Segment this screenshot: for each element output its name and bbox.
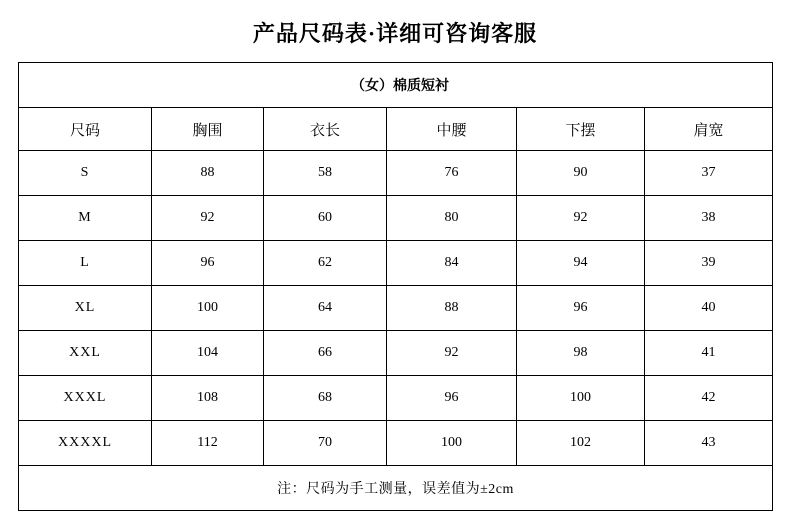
cell-waist: 76 bbox=[387, 151, 517, 196]
column-header-waist: 中腰 bbox=[387, 108, 517, 151]
cell-waist: 92 bbox=[387, 331, 517, 376]
page-title: 产品尺码表·详细可咨询客服 bbox=[252, 21, 538, 46]
cell-size: XL bbox=[19, 286, 152, 331]
cell-size: L bbox=[19, 241, 152, 286]
cell-shoulder: 42 bbox=[645, 376, 773, 421]
cell-waist: 88 bbox=[387, 286, 517, 331]
cell-shoulder: 43 bbox=[645, 421, 773, 466]
table-row bbox=[19, 376, 773, 421]
cell-length: 68 bbox=[264, 376, 387, 421]
cell-size: S bbox=[19, 151, 152, 196]
cell-waist: 100 bbox=[387, 421, 517, 466]
size-table bbox=[18, 62, 773, 511]
table-row bbox=[19, 151, 773, 196]
cell-size: XXL bbox=[19, 331, 152, 376]
cell-bust: 100 bbox=[152, 286, 264, 331]
measurement-note: 注：尺码为手工测量，误差值为±2cm bbox=[19, 466, 773, 511]
cell-length: 60 bbox=[264, 196, 387, 241]
column-header-length: 衣长 bbox=[264, 108, 387, 151]
cell-bust: 112 bbox=[152, 421, 264, 466]
cell-shoulder: 39 bbox=[645, 241, 773, 286]
cell-bust: 96 bbox=[152, 241, 264, 286]
column-header-shoulder: 肩宽 bbox=[645, 108, 773, 151]
cell-waist: 96 bbox=[387, 376, 517, 421]
cell-bust: 92 bbox=[152, 196, 264, 241]
cell-hem: 94 bbox=[517, 241, 645, 286]
column-header-bust: 胸围 bbox=[152, 108, 264, 151]
table-row bbox=[19, 241, 773, 286]
cell-shoulder: 41 bbox=[645, 331, 773, 376]
size-table-container bbox=[18, 62, 772, 511]
cell-waist: 84 bbox=[387, 241, 517, 286]
cell-shoulder: 37 bbox=[645, 151, 773, 196]
cell-shoulder: 40 bbox=[645, 286, 773, 331]
table-category-row bbox=[19, 63, 773, 108]
table-row bbox=[19, 421, 773, 466]
cell-size: M bbox=[19, 196, 152, 241]
cell-hem: 98 bbox=[517, 331, 645, 376]
table-row bbox=[19, 286, 773, 331]
cell-waist: 80 bbox=[387, 196, 517, 241]
cell-hem: 96 bbox=[517, 286, 645, 331]
cell-hem: 92 bbox=[517, 196, 645, 241]
cell-bust: 104 bbox=[152, 331, 264, 376]
table-note-row bbox=[19, 466, 773, 511]
cell-bust: 108 bbox=[152, 376, 264, 421]
cell-size: XXXXL bbox=[19, 421, 152, 466]
table-header-row bbox=[19, 108, 773, 151]
column-header-size: 尺码 bbox=[19, 108, 152, 151]
cell-length: 70 bbox=[264, 421, 387, 466]
cell-length: 66 bbox=[264, 331, 387, 376]
cell-size: XXXL bbox=[19, 376, 152, 421]
cell-length: 58 bbox=[264, 151, 387, 196]
table-row bbox=[19, 196, 773, 241]
category-label: （女）棉质短衬 bbox=[19, 63, 773, 108]
cell-hem: 102 bbox=[517, 421, 645, 466]
cell-hem: 100 bbox=[517, 376, 645, 421]
cell-bust: 88 bbox=[152, 151, 264, 196]
table-row bbox=[19, 331, 773, 376]
cell-length: 62 bbox=[264, 241, 387, 286]
cell-length: 64 bbox=[264, 286, 387, 331]
cell-hem: 90 bbox=[517, 151, 645, 196]
column-header-hem: 下摆 bbox=[517, 108, 645, 151]
cell-shoulder: 38 bbox=[645, 196, 773, 241]
